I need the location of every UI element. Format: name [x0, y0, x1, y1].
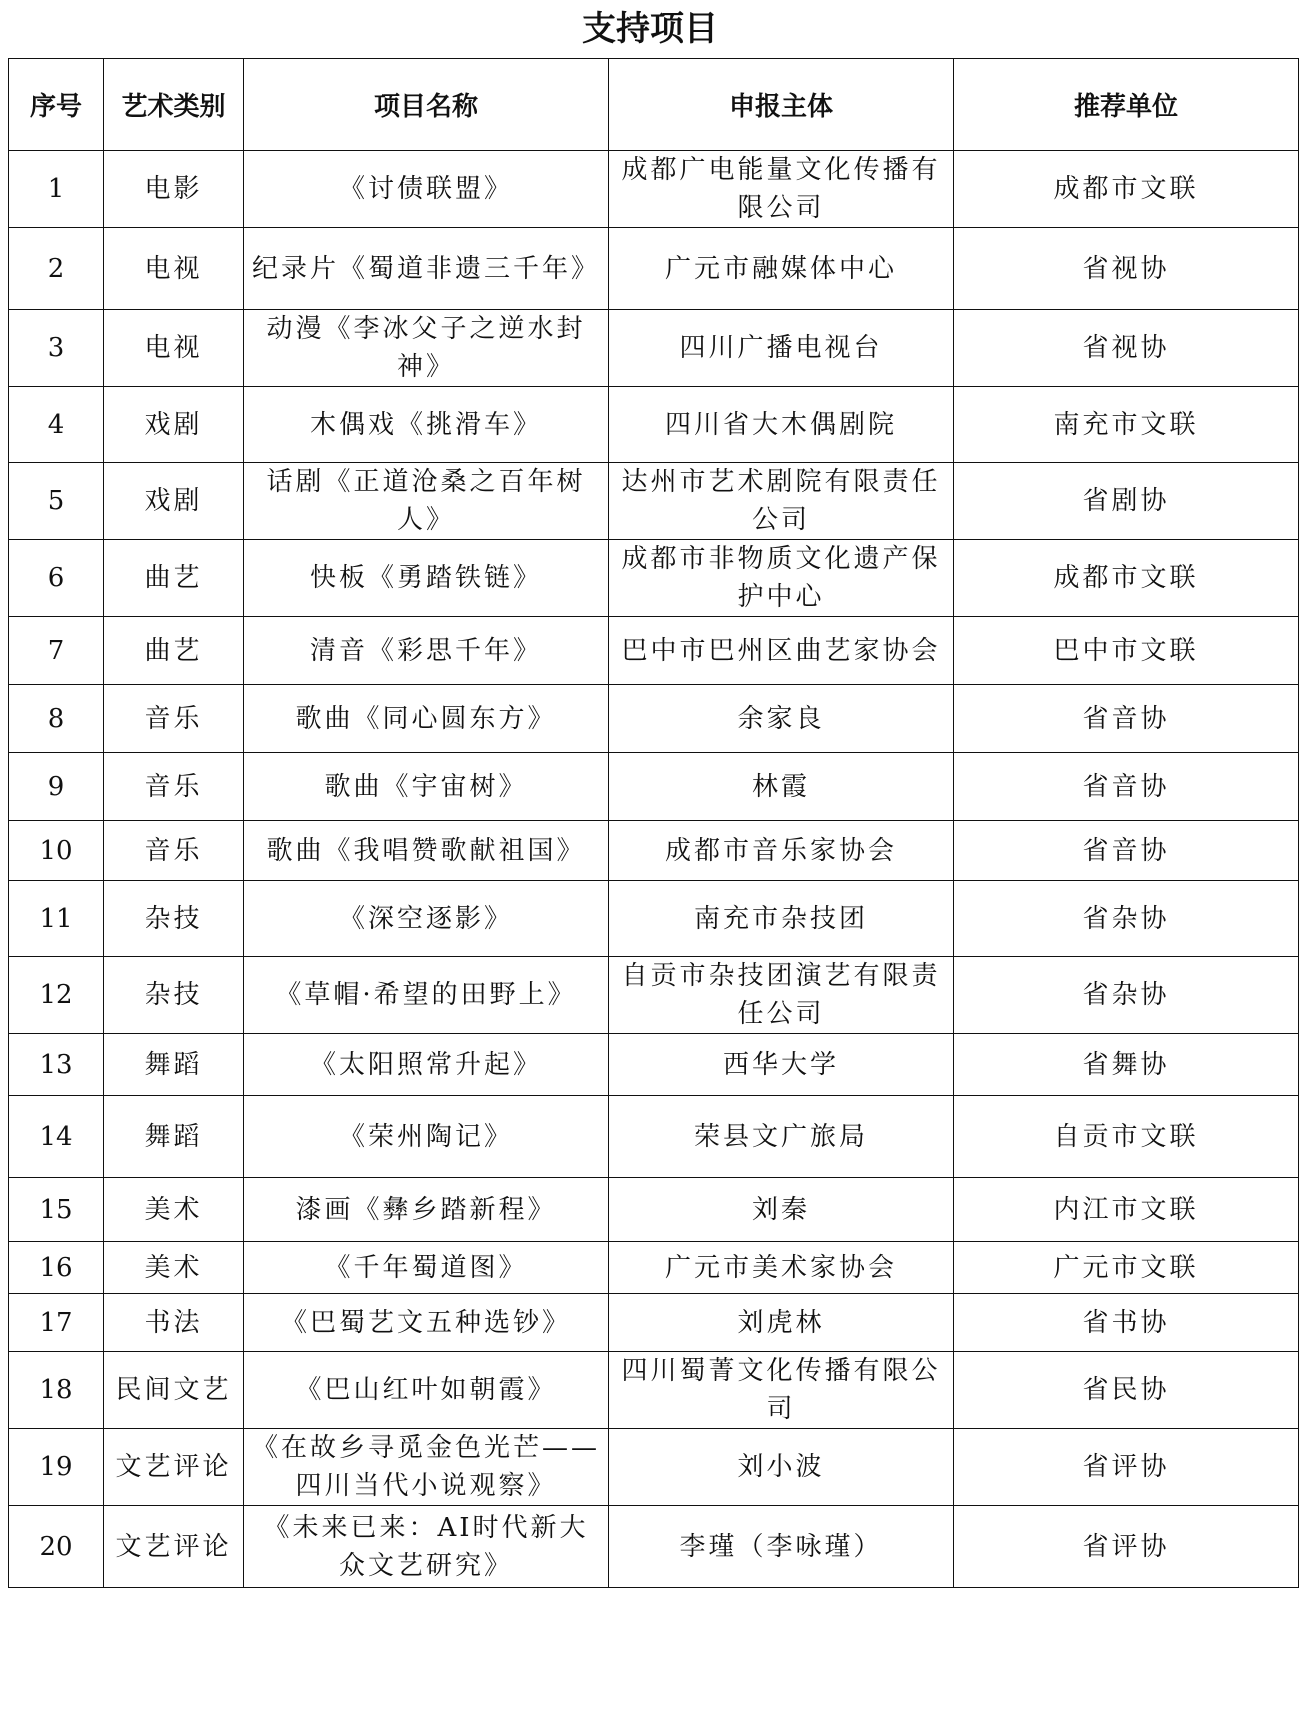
cell-no: 14: [9, 1096, 104, 1178]
cell-no: 10: [9, 821, 104, 881]
table-row: [9, 1429, 1299, 1506]
cell-recommender: 成都市文联: [954, 151, 1299, 228]
header-applicant: 申报主体: [609, 59, 954, 151]
cell-project: 清音《彩思千年》: [244, 617, 609, 685]
cell-no: 19: [9, 1429, 104, 1506]
cell-no: 20: [9, 1506, 104, 1588]
projects-table: [8, 58, 1299, 1588]
cell-category: 曲艺: [104, 617, 244, 685]
cell-no: 2: [9, 228, 104, 310]
cell-recommender: 省视协: [954, 228, 1299, 310]
cell-applicant: 自贡市杂技团演艺有限责任公司: [609, 957, 954, 1034]
cell-applicant: 广元市美术家协会: [609, 1242, 954, 1294]
cell-category: 电视: [104, 228, 244, 310]
table-row: [9, 310, 1299, 387]
cell-applicant: 成都广电能量文化传播有限公司: [609, 151, 954, 228]
cell-category: 戏剧: [104, 387, 244, 463]
cell-applicant: 荣县文广旅局: [609, 1096, 954, 1178]
cell-project: 歌曲《我唱赞歌献祖国》: [244, 821, 609, 881]
cell-category: 民间文艺: [104, 1352, 244, 1429]
table-row: [9, 957, 1299, 1034]
cell-recommender: 省音协: [954, 821, 1299, 881]
header-project: 项目名称: [244, 59, 609, 151]
table-row: [9, 463, 1299, 540]
header-no: 序号: [9, 59, 104, 151]
cell-project: 《草帽·希望的田野上》: [244, 957, 609, 1034]
table-row: [9, 1352, 1299, 1429]
cell-recommender: 省杂协: [954, 881, 1299, 957]
cell-category: 美术: [104, 1242, 244, 1294]
cell-applicant: 余家良: [609, 685, 954, 753]
cell-recommender: 省舞协: [954, 1034, 1299, 1096]
cell-project: 《在故乡寻觅金色光芒——四川当代小说观察》: [244, 1429, 609, 1506]
cell-category: 美术: [104, 1178, 244, 1242]
cell-recommender: 巴中市文联: [954, 617, 1299, 685]
cell-category: 戏剧: [104, 463, 244, 540]
cell-category: 电视: [104, 310, 244, 387]
cell-applicant: 达州市艺术剧院有限责任公司: [609, 463, 954, 540]
cell-project: 纪录片《蜀道非遗三千年》: [244, 228, 609, 310]
cell-project: 《巴山红叶如朝霞》: [244, 1352, 609, 1429]
cell-project: 漆画《彝乡踏新程》: [244, 1178, 609, 1242]
cell-project: 《巴蜀艺文五种选钞》: [244, 1294, 609, 1352]
table-row: [9, 540, 1299, 617]
cell-applicant: 刘虎林: [609, 1294, 954, 1352]
table-row: [9, 1096, 1299, 1178]
cell-project: 话剧《正道沧桑之百年树人》: [244, 463, 609, 540]
table-row: [9, 821, 1299, 881]
cell-recommender: 省音协: [954, 753, 1299, 821]
cell-no: 18: [9, 1352, 104, 1429]
cell-category: 音乐: [104, 821, 244, 881]
table-row: [9, 151, 1299, 228]
header-category: 艺术类别: [104, 59, 244, 151]
cell-project: 《荣州陶记》: [244, 1096, 609, 1178]
cell-recommender: 成都市文联: [954, 540, 1299, 617]
cell-category: 书法: [104, 1294, 244, 1352]
cell-recommender: 省民协: [954, 1352, 1299, 1429]
cell-recommender: 省评协: [954, 1429, 1299, 1506]
cell-no: 7: [9, 617, 104, 685]
cell-project: 《讨债联盟》: [244, 151, 609, 228]
page-title: 支持项目: [582, 9, 718, 49]
cell-project: 快板《勇踏铁链》: [244, 540, 609, 617]
cell-no: 5: [9, 463, 104, 540]
cell-project: 《千年蜀道图》: [244, 1242, 609, 1294]
cell-recommender: 省剧协: [954, 463, 1299, 540]
cell-applicant: 李瑾（李咏瑾）: [609, 1506, 954, 1588]
table-row: [9, 1034, 1299, 1096]
cell-category: 杂技: [104, 881, 244, 957]
cell-category: 文艺评论: [104, 1506, 244, 1588]
header-recommender: 推荐单位: [954, 59, 1299, 151]
cell-applicant: 成都市非物质文化遗产保护中心: [609, 540, 954, 617]
cell-no: 1: [9, 151, 104, 228]
cell-project: 《未来已来：AI时代新大众文艺研究》: [244, 1506, 609, 1588]
cell-recommender: 省视协: [954, 310, 1299, 387]
cell-no: 13: [9, 1034, 104, 1096]
table-header-row: [9, 59, 1299, 151]
cell-applicant: 西华大学: [609, 1034, 954, 1096]
cell-no: 12: [9, 957, 104, 1034]
table-body: [9, 151, 1299, 1588]
cell-category: 曲艺: [104, 540, 244, 617]
cell-applicant: 刘小波: [609, 1429, 954, 1506]
cell-category: 文艺评论: [104, 1429, 244, 1506]
cell-applicant: 刘秦: [609, 1178, 954, 1242]
cell-category: 音乐: [104, 685, 244, 753]
cell-no: 3: [9, 310, 104, 387]
cell-project: 木偶戏《挑滑车》: [244, 387, 609, 463]
cell-applicant: 南充市杂技团: [609, 881, 954, 957]
cell-no: 4: [9, 387, 104, 463]
cell-recommender: 内江市文联: [954, 1178, 1299, 1242]
cell-no: 17: [9, 1294, 104, 1352]
cell-applicant: 四川广播电视台: [609, 310, 954, 387]
cell-applicant: 四川省大木偶剧院: [609, 387, 954, 463]
table-row: [9, 617, 1299, 685]
cell-recommender: 省音协: [954, 685, 1299, 753]
cell-category: 音乐: [104, 753, 244, 821]
cell-no: 16: [9, 1242, 104, 1294]
cell-category: 舞蹈: [104, 1034, 244, 1096]
table-row: [9, 1294, 1299, 1352]
cell-no: 8: [9, 685, 104, 753]
cell-recommender: 广元市文联: [954, 1242, 1299, 1294]
cell-recommender: 省书协: [954, 1294, 1299, 1352]
cell-project: 动漫《李冰父子之逆水封神》: [244, 310, 609, 387]
table-row: [9, 1506, 1299, 1588]
cell-no: 15: [9, 1178, 104, 1242]
cell-category: 电影: [104, 151, 244, 228]
table-row: [9, 881, 1299, 957]
cell-no: 9: [9, 753, 104, 821]
cell-recommender: 省杂协: [954, 957, 1299, 1034]
table-row: [9, 1178, 1299, 1242]
cell-recommender: 南充市文联: [954, 387, 1299, 463]
cell-recommender: 自贡市文联: [954, 1096, 1299, 1178]
cell-project: 歌曲《同心圆东方》: [244, 685, 609, 753]
cell-applicant: 四川蜀菁文化传播有限公司: [609, 1352, 954, 1429]
table-row: [9, 753, 1299, 821]
cell-project: 《太阳照常升起》: [244, 1034, 609, 1096]
cell-applicant: 成都市音乐家协会: [609, 821, 954, 881]
cell-no: 11: [9, 881, 104, 957]
cell-recommender: 省评协: [954, 1506, 1299, 1588]
cell-applicant: 林霞: [609, 753, 954, 821]
cell-applicant: 巴中市巴州区曲艺家协会: [609, 617, 954, 685]
cell-applicant: 广元市融媒体中心: [609, 228, 954, 310]
table-row: [9, 228, 1299, 310]
cell-project: 《深空逐影》: [244, 881, 609, 957]
cell-category: 杂技: [104, 957, 244, 1034]
cell-category: 舞蹈: [104, 1096, 244, 1178]
cell-project: 歌曲《宇宙树》: [244, 753, 609, 821]
cell-no: 6: [9, 540, 104, 617]
table-row: [9, 685, 1299, 753]
table-row: [9, 1242, 1299, 1294]
table-row: [9, 387, 1299, 463]
